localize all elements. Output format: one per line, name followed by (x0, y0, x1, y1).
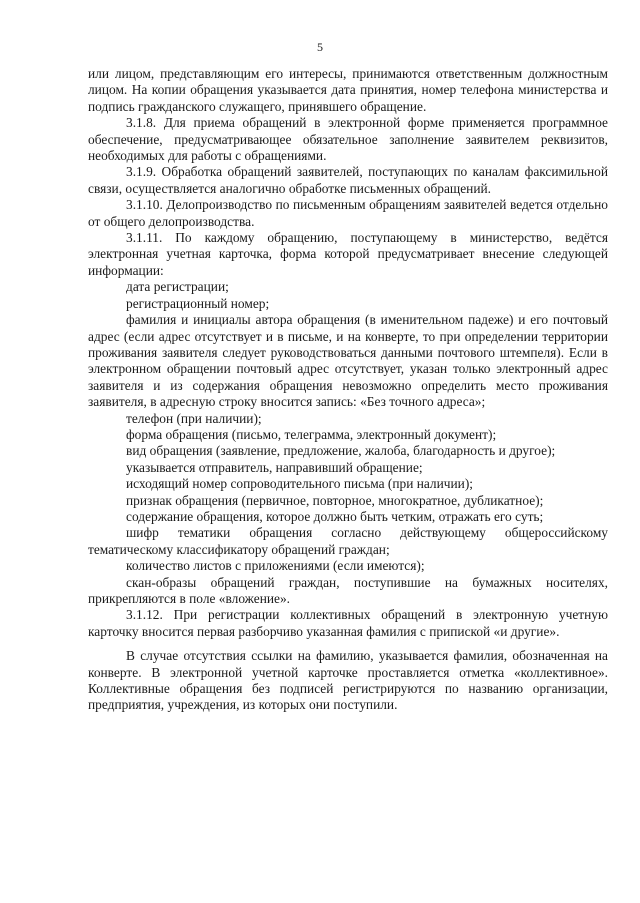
list-item-author-address: фамилия и инициалы автора обращения (в именительном падеже) и его почтовый адрес (если адрес отсутствует и в письме, и на конверте, то при определении территории проживания заявителя следует руководствоваться данными почтового штемпеля). Если в электронном обращении почтовый адрес отсутствует, указан только электронный адрес заявителя и из содержания обращения невозможно определить место проживания заявителя, в адресную строку вносится запись: «Без точного адреса»; (88, 312, 608, 410)
paragraph-3-1-12: 3.1.12. При регистрации коллективных обращений в электронную учетную карточку вносится первая разборчиво указанная фамилия с припиской «и другие». (88, 607, 608, 639)
list-item-sender: указывается отправитель, направивший обращение; (126, 459, 423, 475)
paragraph-3-1-9: 3.1.9. Обработка обращений заявителей, поступающих по каналам факсимильной связи, осуществляется аналогично обработке письменных обращений. (88, 164, 608, 196)
list-item-content: содержание обращения, которое должно быть четким, отражать его суть; (126, 508, 544, 524)
paragraph-collective: В случае отсутствия ссылки на фамилию, указывается фамилия, обозначенная на конверте. В электронной учетной карточке проставляется отметка «коллективное». Коллективные обращения без подписей регистрируются по названию организации, предприятия, учреждения, из которых они поступили. (88, 648, 608, 713)
page-number: 5 (317, 40, 323, 54)
paragraph-3-1-11: 3.1.11. По каждому обращению, поступающему в министерство, ведётся электронная учетная карточка, форма которой предусматривает внесение следующей информации: (88, 230, 608, 278)
list-item-outgoing-number: исходящий номер сопроводительного письма (при наличии); (126, 476, 474, 492)
list-item-attribute: признак обращения (первичное, повторное, многократное, дубликатное); (126, 492, 544, 508)
list-item-registration-date: дата регистрации; (126, 279, 229, 295)
paragraph-3-1-8: 3.1.8. Для приема обращений в электронной форме применяется программное обеспечение, предусматривающее обязательное заполнение заявителем реквизитов, необходимых для работы с обращениями. (88, 115, 608, 164)
list-item-phone: телефон (при наличии); (126, 410, 262, 426)
list-item-registration-number: регистрационный номер; (126, 295, 270, 311)
list-item-topic-code: шифр тематики обращения согласно действующему общероссийскому тематическому классификатору обращений граждан; (88, 525, 608, 557)
paragraph-continuation: или лицом, представляющим его интересы, принимаются ответственным должностным лицом. На копии обращения указывается дата принятия, номер телефона министерства и подпись гражданского служащего, принявшего обращение. (88, 66, 608, 114)
paragraph-3-1-10: 3.1.10. Делопроизводство по письменным обращениям заявителей ведется отдельно от общего делопроизводства. (88, 197, 608, 229)
list-item-scans: скан-образы обращений граждан, поступившие на бумажных носителях, прикрепляются в поле «вложение». (88, 574, 608, 606)
list-item-sheet-count: количество листов с приложениями (если имеются); (126, 558, 425, 574)
document-body (88, 66, 608, 714)
list-item-form: форма обращения (письмо, телеграмма, электронный документ); (126, 426, 497, 442)
list-item-type: вид обращения (заявление, предложение, жалоба, благодарность и другое); (126, 443, 556, 459)
